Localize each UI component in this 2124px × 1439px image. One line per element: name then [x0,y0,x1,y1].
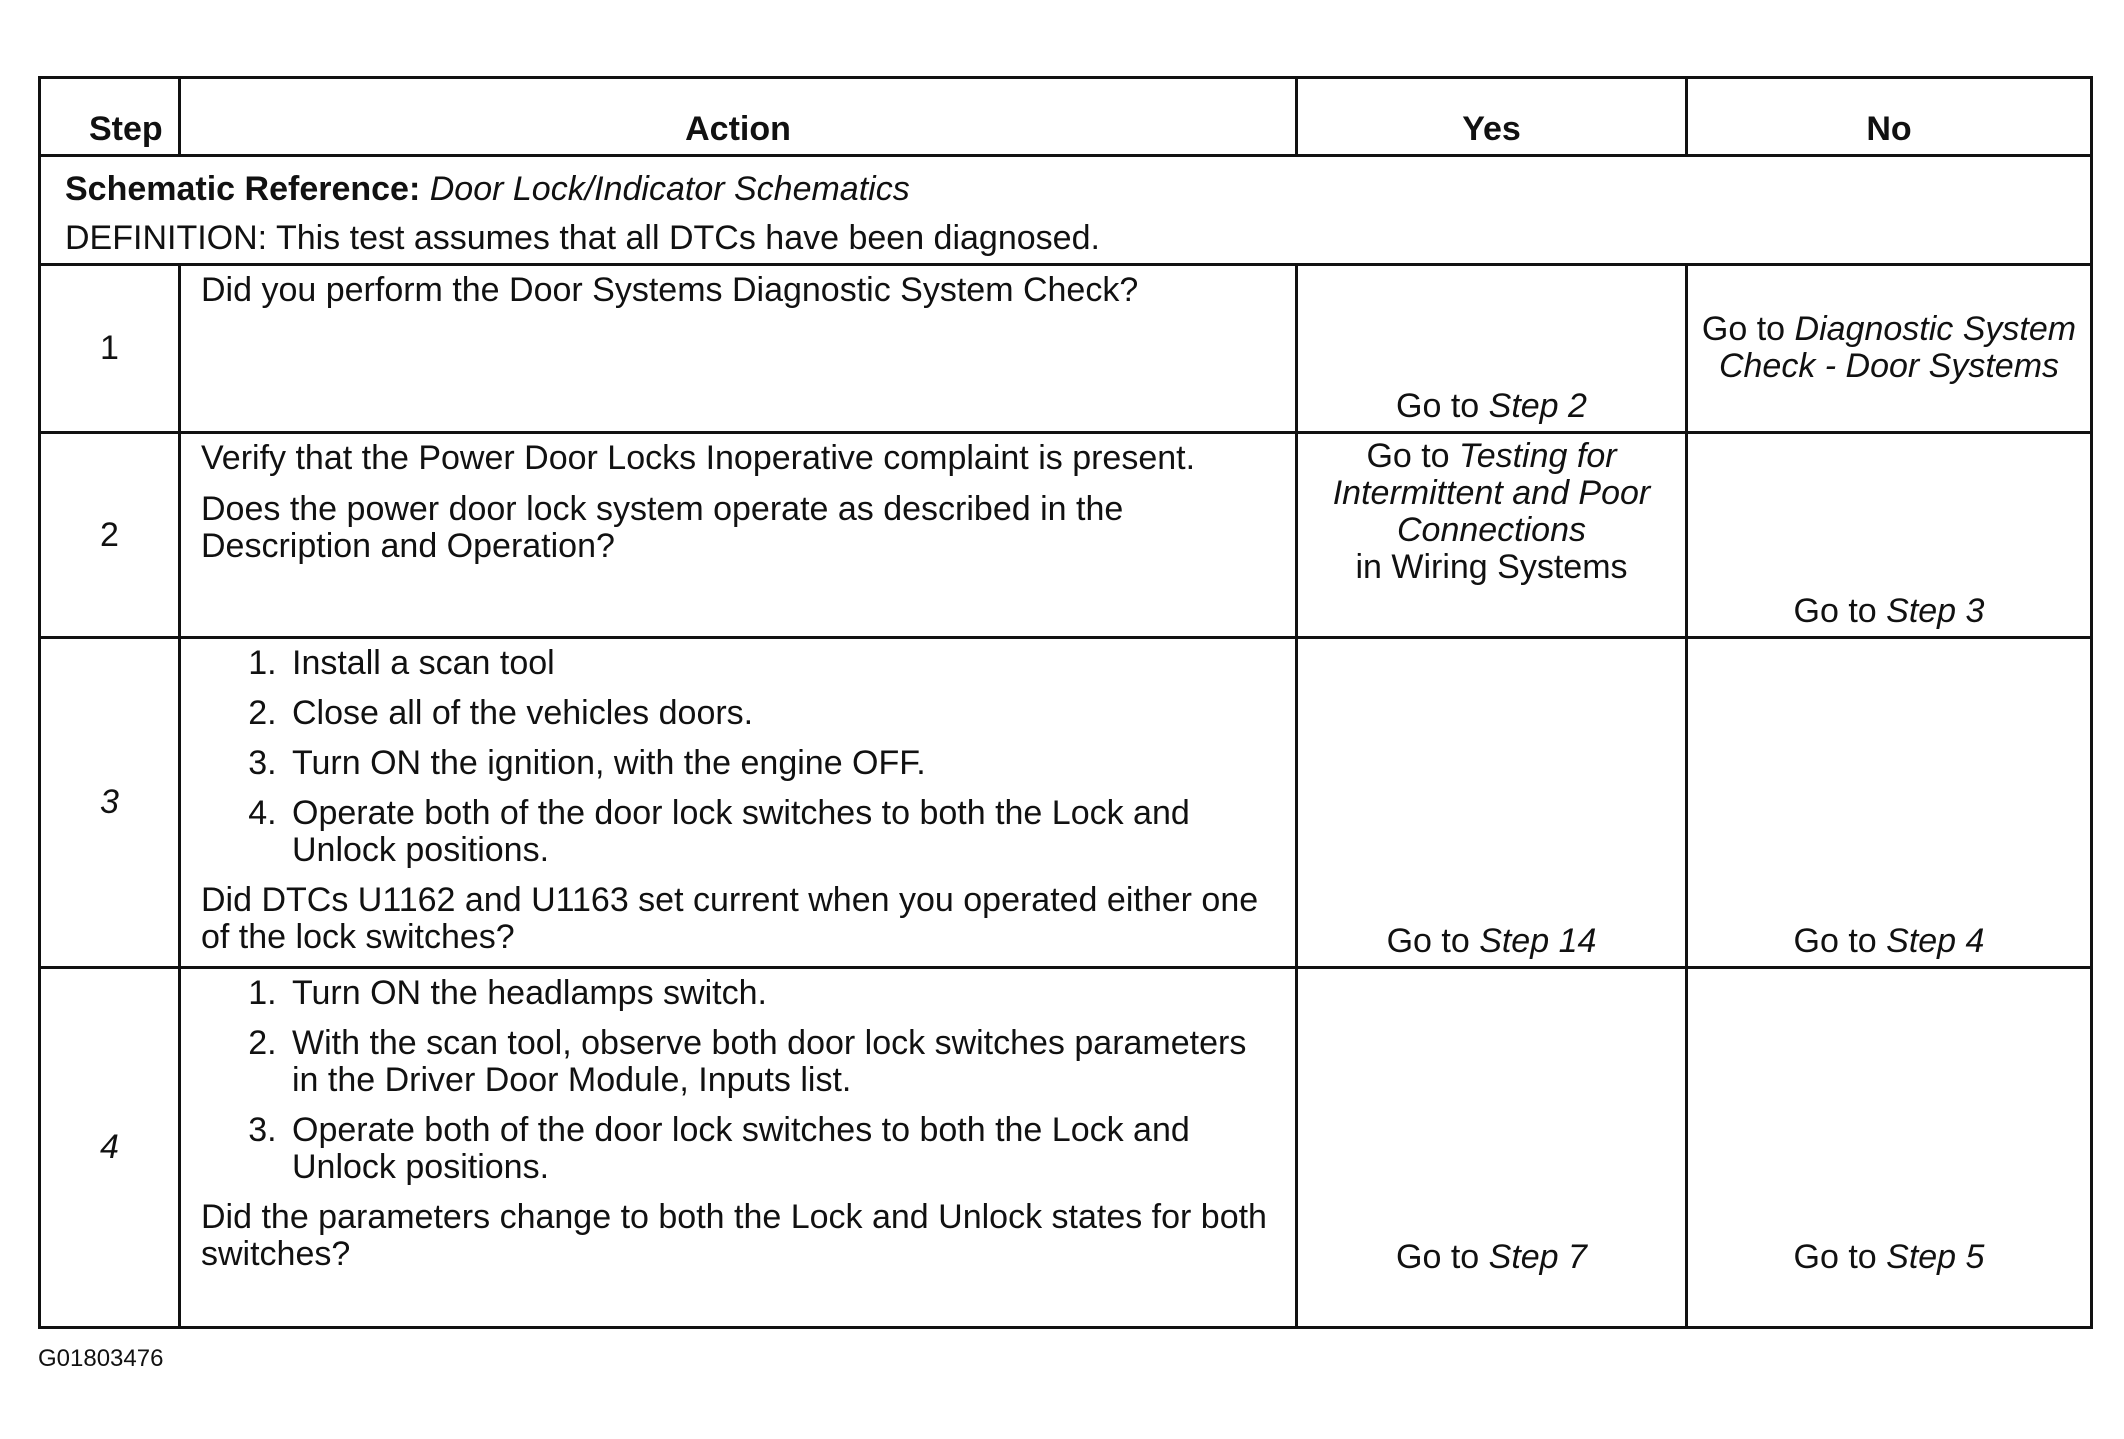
action-question: Did you perform the Door Systems Diagnostic System Check? [201,271,1139,309]
no-prefix: Go to [1793,592,1887,630]
list-item: 3. Turn ON the ignition, with the engine OFF. [286,745,1275,782]
definition-text: DEFINITION: This test assumes that all DTCs have been diagnosed. [65,219,1100,257]
action-cell [180,638,1297,968]
no-link[interactable]: Step 5 [1886,1238,1985,1276]
no-link[interactable]: Step 3 [1886,592,1985,630]
header-yes: Yes [1297,78,1687,156]
schematic-link[interactable]: Door Lock/Indicator Schematics [429,170,910,208]
step-number: 1 [40,265,180,433]
header-step: Step [40,78,180,156]
yes-prefix: Go to [1386,922,1480,960]
list-item: 3. Operate both of the door lock switches to both the Lock and Unlock positions. [286,1112,1275,1186]
no-link[interactable]: Step 4 [1886,922,1985,960]
list-item: 2. With the scan tool, observe both door lock switches parameters in the Driver Door Module, Inputs list. [286,1025,1275,1099]
action-question: Does the power door lock system operate as described in the Description and Operation? [201,490,1124,565]
no-cell [1687,638,2092,968]
step-number: 4 [40,968,180,1328]
no-link[interactable]: Diagnostic System Check - Door Systems [1718,309,2077,385]
definition-cell [40,156,2092,265]
yes-cell [1297,968,1687,1328]
action-steps-list [201,975,1275,1186]
no-prefix: Go to [1793,922,1887,960]
yes-link[interactable]: Step 7 [1488,1238,1587,1276]
no-cell [1687,265,2092,433]
yes-prefix: Go to [1396,387,1489,425]
yes-prefix: Go to [1366,437,1460,475]
list-item: 2. Close all of the vehicles doors. [286,695,1275,732]
list-item: 4. Operate both of the door lock switches to both the Lock and Unlock positions. [286,795,1275,869]
action-question: Did DTCs U1162 and U1163 set current when you operated either one of the lock switches? [201,881,1259,956]
list-item: 1. Turn ON the headlamps switch. [286,975,1275,1012]
header-action: Action [180,78,1297,156]
action-cell [180,265,1297,433]
no-cell [1687,968,2092,1328]
list-item: 1. Install a scan tool [286,645,1275,682]
action-text: Verify that the Power Door Locks Inoperative complaint is present. [201,439,1196,477]
action-question: Did the parameters change to both the Lock and Unlock states for both switches? [201,1198,1267,1273]
action-steps-list [201,645,1275,869]
header-no: No [1687,78,2092,156]
table-row [40,265,2092,433]
no-prefix: Go to [1793,1238,1887,1276]
yes-cell [1297,433,1687,638]
yes-prefix: Go to [1396,1238,1489,1276]
table-row [40,968,2092,1328]
step-number: 3 [40,638,180,968]
yes-link[interactable]: Step 2 [1488,387,1587,425]
no-cell [1687,433,2092,638]
table-row [40,433,2092,638]
schematic-label: Schematic Reference: [65,170,421,208]
no-prefix: Go to [1701,309,1795,348]
yes-suffix: in Wiring Systems [1355,548,1628,586]
action-cell [180,433,1297,638]
yes-cell [1297,638,1687,968]
schematic-reference [65,171,2066,208]
yes-cell [1297,265,1687,433]
definition-row [40,156,2092,265]
action-cell [180,968,1297,1328]
figure-id: G01803476 [38,1345,164,1372]
yes-link[interactable]: Testing for Intermittent and Poor Connections [1332,437,1651,549]
step-number: 2 [40,433,180,638]
table-header-row [40,78,2092,156]
yes-link[interactable]: Step 14 [1479,922,1597,960]
table-row [40,638,2092,968]
diagnostic-table [38,76,2093,1329]
